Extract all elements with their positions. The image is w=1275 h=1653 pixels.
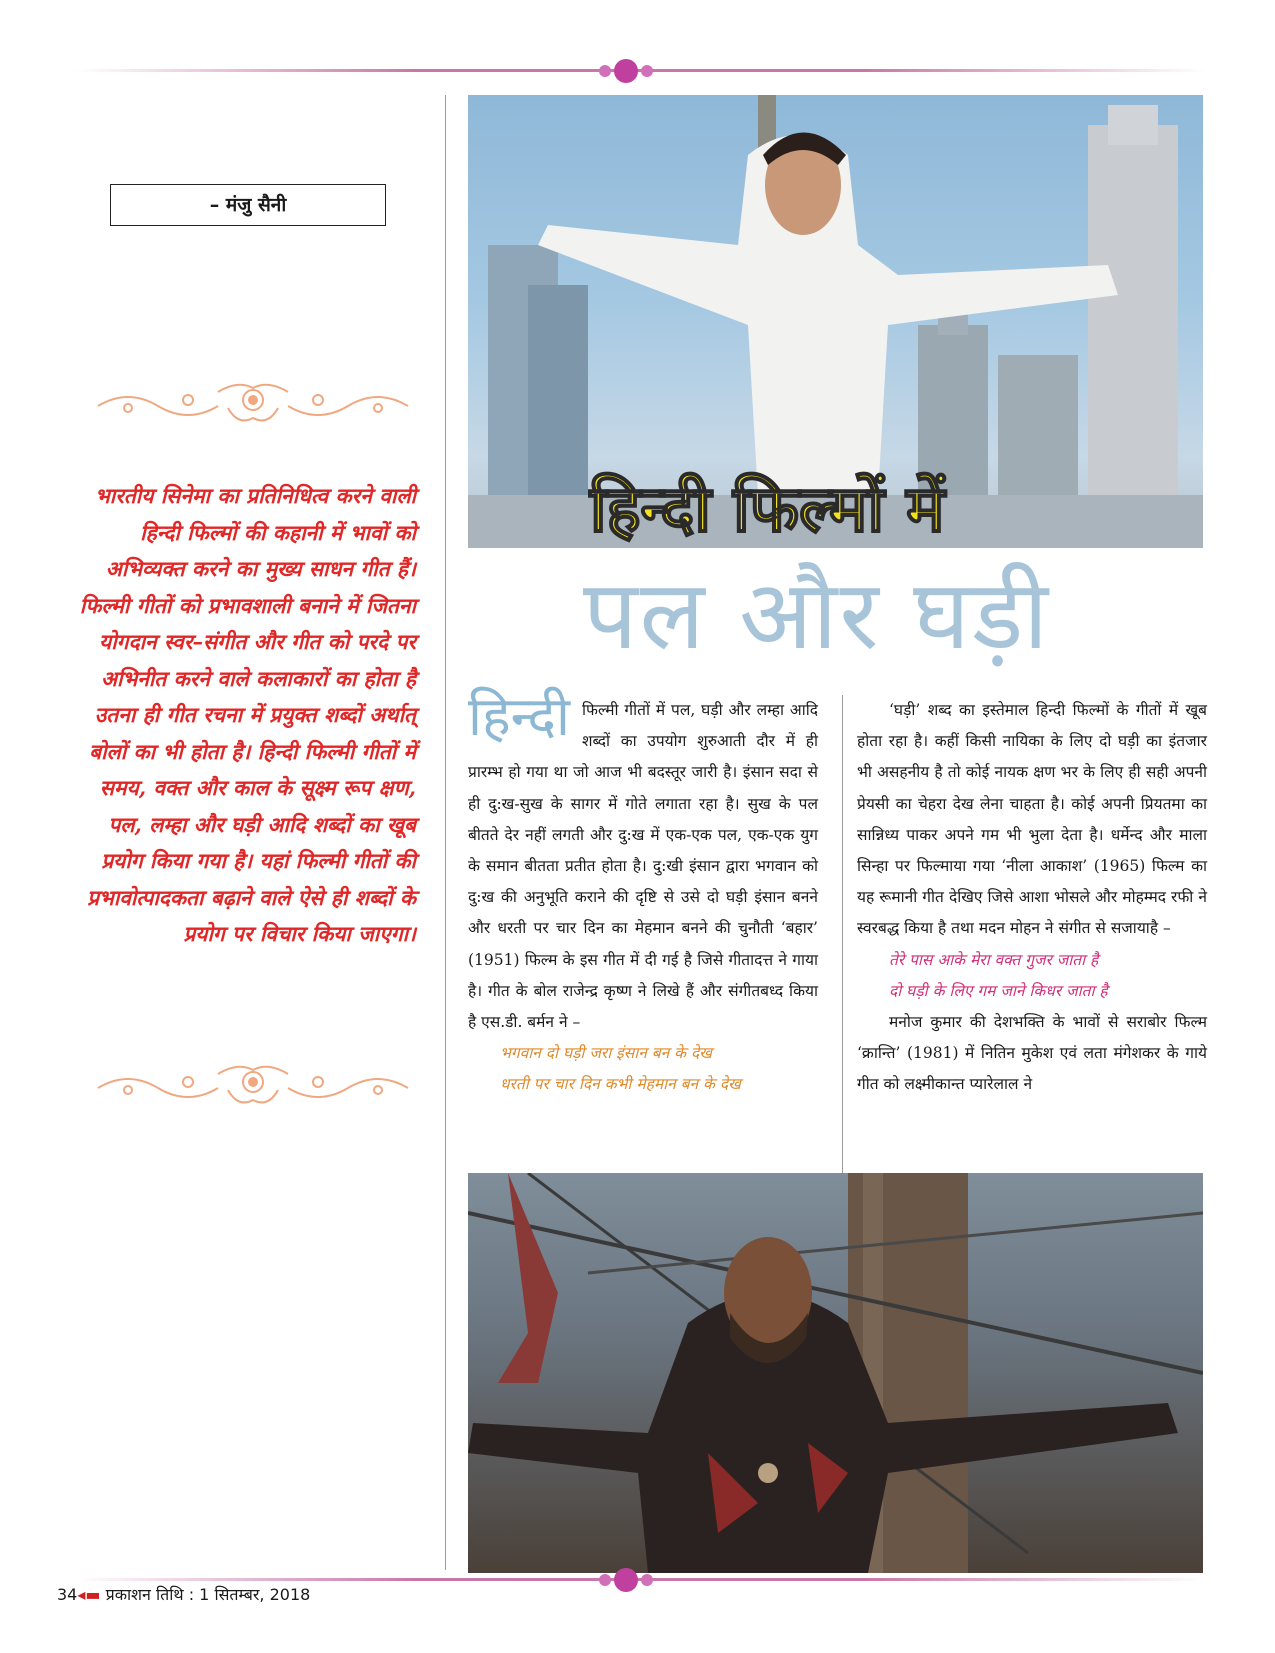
film-still-bottom: [468, 1173, 1203, 1573]
intro-paragraph: भारतीय सिनेमा का प्रतिनिधित्व करने वाली हिन्दी फिल्मों की कहानी में भावों को अभिव्यक्त करने का मुख्य साधन गीत हैं। फिल्मी गीतों को प्रभावशाली बनाने में जितना योगदान स्वर–संगीत और गीत को परदे पर अभिनीत करने वाले कलाकारों का होता है उतना ही गीत रचना में प्रयुक्त शब्दों अर्थात् बोलों का भी होता है। हिन्दी फिल्मी गीतों में समय, वक्त और काल के सूक्ष्म रूप क्षण, पल, लम्हा और घड़ी आदि शब्दों का खूब प्रयोग किया गया है। यहां फिल्मी गीतों की प्रभावोत्पादकता बढ़ाने वाले ऐसे ही शब्दों के प्रयोग पर विचार किया जाएगा।: [79, 483, 416, 946]
column-separator: [842, 695, 843, 1177]
song-verse-line: दो घड़ी के लिए गम जाने किधर जाता है: [889, 981, 1108, 1000]
headline-line-1: हिन्दी फिल्मों में: [590, 473, 945, 547]
publication-date: प्रकाशन तिथि : 1 सितम्बर, 2018: [105, 1585, 311, 1604]
page-footer: [57, 1584, 310, 1606]
song-verse-line: तेरे पास आके मेरा वक्त गुजर जाता है: [889, 950, 1099, 969]
headline-line-2: पल और घड़ी: [583, 559, 1051, 671]
column-1-body: फिल्मी गीतों में पल, घड़ी और लम्हा आदि शब्दों का उपयोग शुरुआती दौर में ही प्रारम्भ हो गया था जो आज भी बदस्तूर जारी है। इंसान सदा से ही दु:ख-सुख के सागर में गोते लगाता रहा है। सुख के पल बीतते देर नहीं लगती और दु:ख में एक-एक पल, एक-एक युग के समान बीतता प्रतीत होता है। दु:खी इंसान द्वारा भगवान को दु:ख की अनुभूति कराने की दृष्टि से उसे दो घड़ी इंसान बनने और धरती पर चार दिन का मेहमान बनने की चुनौती ‘बहार’ (1951) फिल्म के इस गीत में दी गई है जिसे गीतादत्त ने गाया है। गीत के बोल राजेन्द्र कृष्ण ने लिखे हैं और संगीतबध्द किया है एस.डी. बर्मन ने –: [468, 701, 818, 1032]
column-divider: [445, 95, 446, 1570]
arrow-icon: ◂▬: [77, 1585, 101, 1604]
page-number: 34: [57, 1585, 78, 1604]
column-2-body: ‘घड़ी’ शब्द का इस्तेमाल हिन्दी फिल्मों के गीतों में खूब होता रहा है। कहीं किसी नायिका के लिए दो घड़ी का इंतजार भी असहनीय है तो कोई नायक क्षण भर के लिए ही सही अपनी प्रेयसी का चेहरा देख लेना चाहता है। कोई अपनी प्रियतमा का सान्निध्य पाकर अपने गम भी भुला देता है। धर्मेन्द और माला सिन्हा पर फिल्माया गया ‘नीला आकाश’ (1965) फिल्म का यह रूमानी गीत देखिए जिसे आशा भोसले और मोहम्मद रफी ने स्वरबद्ध किया है तथा मदन मोहन ने संगीत से सजायाहै –: [857, 701, 1207, 938]
decorative-flourish-icon: [88, 378, 418, 430]
drop-cap: हिन्दी: [468, 685, 571, 748]
article-column-1: [468, 685, 818, 1101]
song-verse-line: धरती पर चार दिन कभी मेहमान बन के देख: [500, 1075, 741, 1094]
song-verse-line: भगवान दो घड़ी जरा इंसान बन के देख: [500, 1044, 712, 1063]
article-column-2: [857, 695, 1207, 1101]
top-divider-dots: [0, 56, 1275, 86]
column-2-body-continued: मनोज कुमार की देशभक्ति के भावों से सराबोर फिल्म ‘क्रान्ति’ (1981) में नितिन मुकेश एवं लता मंगेशकर के गाये गीत को लक्ष्मीकान्त प्यारेलाल ने: [857, 1013, 1207, 1094]
decorative-flourish-icon: [88, 1060, 418, 1112]
author-byline: – मंजु सैनी: [110, 184, 386, 226]
